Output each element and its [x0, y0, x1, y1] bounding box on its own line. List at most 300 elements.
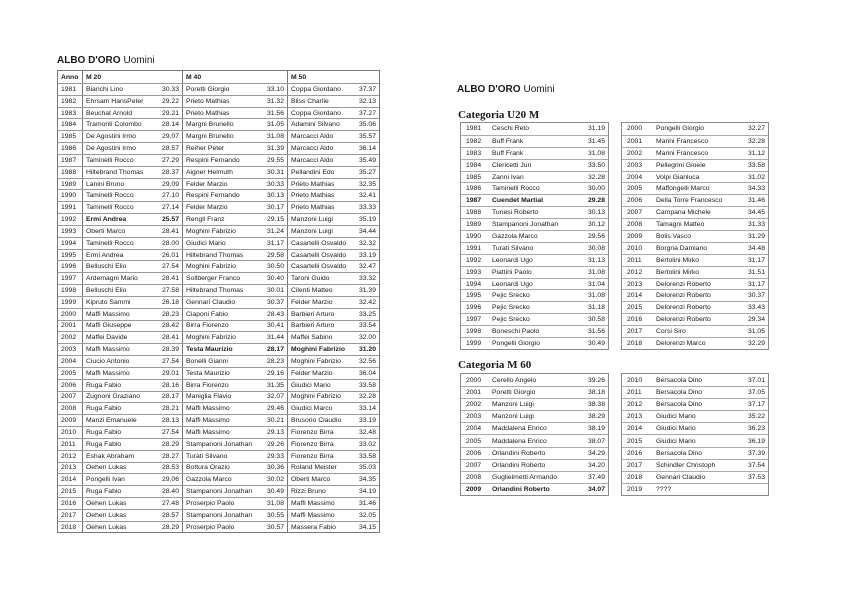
- table-row: [461, 194, 608, 206]
- name-cell: Piattini Paolo: [492, 268, 532, 276]
- name-cell: Leonardi Ugo: [492, 256, 533, 264]
- year-cell: 2016: [58, 498, 83, 509]
- year-cell: 2005: [58, 368, 83, 379]
- table-header-row: [58, 71, 379, 83]
- table-row: [58, 426, 379, 438]
- u20-table-left: [460, 122, 609, 350]
- time-cell: 34.45: [747, 209, 765, 217]
- table-row: [58, 118, 379, 130]
- name-cell: Guglielmetti Armando: [492, 473, 557, 481]
- year-cell: 2000: [466, 376, 482, 384]
- name-cell: Boneschi Paolo: [492, 328, 540, 336]
- m20-time-cell: 29.22: [151, 96, 183, 107]
- m20-name-cell: Oehen Lukas: [86, 511, 127, 519]
- time-cell: 37.49: [587, 473, 605, 481]
- name-cell: Buff Frank: [492, 149, 524, 157]
- time-cell: 36.23: [747, 425, 765, 433]
- m40-time-cell: 30.17: [258, 202, 288, 213]
- name-cell: Delorenzi Roberto: [656, 304, 711, 312]
- year-cell: 2000: [58, 309, 83, 320]
- table-row: [58, 225, 379, 237]
- m40-name-cell: Bonelli Gianni: [186, 357, 228, 365]
- m50-name-cell: Marcacci Aldo: [291, 156, 334, 164]
- m20-name-cell: Taminelli Rocco: [86, 204, 134, 212]
- time-cell: 38.07: [587, 437, 605, 445]
- m50-time-cell: 33.19: [358, 251, 376, 259]
- m20-name-cell: Maffi Massimo: [86, 310, 130, 318]
- m50-name-cell: Casartelli Osvaldo: [291, 239, 347, 247]
- table-row: [461, 289, 608, 301]
- name-cell: Gazzola Marco: [492, 232, 538, 240]
- year-cell: 1995: [58, 250, 83, 261]
- m20-name-cell: Ruga Fabio: [86, 488, 122, 496]
- table-row: [622, 182, 768, 194]
- time-cell: 33.58: [747, 161, 765, 169]
- time-cell: 31.08: [587, 292, 605, 300]
- year-cell: 1982: [466, 137, 482, 145]
- m20-time-cell: 28.39: [151, 344, 183, 355]
- m20-time-cell: 29.01: [151, 368, 183, 379]
- name-cell: Gennari Claudio: [656, 473, 706, 481]
- left-results-table: [57, 70, 380, 533]
- year-cell: 2002: [466, 401, 482, 409]
- m50-name-cell: Cilenti Matteo: [291, 286, 333, 294]
- year-cell: 2013: [627, 413, 643, 421]
- time-cell: 31.05: [747, 328, 765, 336]
- year-cell: 2019: [627, 485, 643, 493]
- time-cell: 34.20: [587, 461, 605, 469]
- m50-time-cell: 33.14: [358, 405, 376, 413]
- name-cell: Marini Francesco: [656, 149, 709, 157]
- year-cell: 1988: [58, 167, 83, 178]
- table-row: [622, 171, 768, 183]
- m20-name-cell: Beuchat Arnold: [86, 109, 133, 117]
- m20-time-cell: 28.23: [151, 309, 183, 320]
- year-cell: 2010: [58, 427, 83, 438]
- m40-name-cell: Maffi Massimo: [186, 428, 230, 436]
- time-cell: 32.29: [747, 339, 765, 347]
- m40-time-cell: 29.46: [258, 403, 288, 414]
- name-cell: Giudici Mario: [656, 437, 696, 445]
- time-cell: 37.39: [747, 449, 765, 457]
- time-cell: 31.29: [747, 232, 765, 240]
- m40-name-cell: Proserpio Paolo: [186, 523, 235, 531]
- time-cell: 31.46: [747, 197, 765, 205]
- m40-name-cell: Moghini Fabrizio: [186, 334, 236, 342]
- table-row: [622, 471, 768, 483]
- header-year: Anno: [58, 71, 83, 83]
- table-row: [622, 278, 768, 290]
- m40-name-cell: Reiher Peter: [186, 145, 225, 153]
- year-cell: 2015: [627, 437, 643, 445]
- m40-time-cell: 30.36: [258, 463, 288, 474]
- m50-name-cell: Prieto Mathias: [291, 192, 335, 200]
- year-cell: 2000: [627, 125, 643, 133]
- table-row: [622, 254, 768, 266]
- table-row: [58, 154, 379, 166]
- year-cell: 2016: [627, 316, 643, 324]
- table-row: [461, 447, 608, 459]
- year-cell: 1994: [58, 238, 83, 249]
- m40-name-cell: Testa Maurizio: [186, 369, 230, 377]
- m40-time-cell: 30.49: [258, 486, 288, 497]
- m40-time-cell: 32.07: [258, 392, 288, 403]
- m40-name-cell: Gazzola Marco: [186, 476, 232, 484]
- m40-name-cell: Poretti Giorgio: [186, 85, 230, 93]
- year-cell: 2001: [466, 389, 482, 397]
- m40-name-cell: Respini Fernando: [186, 156, 240, 164]
- table-row: [58, 284, 379, 296]
- m20-time-cell: 27.54: [151, 427, 183, 438]
- table-row: [461, 325, 608, 337]
- name-cell: Corsi Siro: [656, 328, 686, 336]
- year-cell: 2011: [58, 439, 83, 450]
- m40-name-cell: Stampanoni Jonathan: [186, 511, 253, 519]
- name-cell: Maddalena Enrico: [492, 437, 547, 445]
- time-cell: 34.48: [747, 244, 765, 252]
- table-row: [461, 434, 608, 446]
- table-row: [461, 483, 608, 495]
- year-cell: 1995: [466, 292, 482, 300]
- table-row: [461, 206, 608, 218]
- name-cell: Delorenzi Roberto: [656, 316, 711, 324]
- time-cell: 37.05: [747, 389, 765, 397]
- table-row: [622, 410, 768, 422]
- table-row: [461, 242, 608, 254]
- time-cell: 31.19: [587, 125, 605, 133]
- m20-time-cell: 26.18: [151, 297, 183, 308]
- m20-time-cell: 29.09: [151, 179, 183, 190]
- title-sub: Uomini: [123, 55, 155, 66]
- m20-name-cell: Hiltebrand Thomas: [86, 168, 144, 176]
- table-row: [58, 130, 379, 142]
- m20-time-cell: 27.58: [151, 285, 183, 296]
- year-cell: 1989: [466, 221, 482, 229]
- m20-time-cell: 28.40: [151, 486, 183, 497]
- m50-name-cell: Barbieri Arturo: [291, 322, 335, 330]
- year-cell: 1982: [58, 96, 83, 107]
- year-cell: 1994: [466, 280, 482, 288]
- m50-name-cell: Fiorenzo Birra: [291, 440, 334, 448]
- time-cell: 32.28: [587, 173, 605, 181]
- table-row: [461, 422, 608, 434]
- m20-name-cell: Pongelli Ivan: [86, 476, 125, 484]
- time-cell: 38.19: [587, 425, 605, 433]
- time-cell: 37.54: [747, 461, 765, 469]
- m50-time-cell: 34.44: [358, 227, 376, 235]
- year-cell: 1988: [466, 209, 482, 217]
- m50-time-cell: 34.35: [358, 476, 376, 484]
- m50-name-cell: Marcacci Aldo: [291, 145, 334, 153]
- m20-time-cell: 27.29: [151, 155, 183, 166]
- year-cell: 2006: [466, 449, 482, 457]
- year-cell: 1989: [58, 179, 83, 190]
- time-cell: 31.18: [587, 304, 605, 312]
- m40-time-cell: 31.44: [258, 332, 288, 343]
- year-cell: 2009: [58, 415, 83, 426]
- year-cell: 1991: [466, 244, 482, 252]
- m50-name-cell: Felder Marzio: [291, 298, 333, 306]
- table-row: [622, 135, 768, 147]
- m20-time-cell: 29.21: [151, 108, 183, 119]
- table-row: [58, 201, 379, 213]
- year-cell: 2012: [627, 401, 643, 409]
- m50-time-cell: 33.33: [358, 204, 376, 212]
- m50-time-cell: 34.19: [358, 488, 376, 496]
- m20-time-cell: 29.07: [151, 131, 183, 142]
- name-cell: Pongelli Giorgio: [492, 339, 540, 347]
- table-row: [622, 206, 768, 218]
- m40-time-cell: 30.31: [258, 167, 288, 178]
- name-cell: Tamagni Matteo: [656, 221, 705, 229]
- title-sub: Uomini: [523, 84, 555, 95]
- table-row: [58, 213, 379, 225]
- m20-name-cell: Manzi Emanuele: [86, 417, 137, 425]
- m20-time-cell: 28.57: [151, 510, 183, 521]
- name-cell: Giudici Mario: [656, 425, 696, 433]
- title-main: ALBO D'ORO: [457, 84, 521, 95]
- year-cell: 2005: [627, 185, 643, 193]
- time-cell: 34.29: [587, 449, 605, 457]
- time-cell: 38.18: [587, 389, 605, 397]
- name-cell: Clericetti Juri: [492, 161, 532, 169]
- m20-name-cell: Taminelli Rocco: [86, 192, 134, 200]
- m20-time-cell: 27.48: [151, 498, 183, 509]
- time-cell: 38.29: [587, 413, 605, 421]
- m50-time-cell: 35.27: [358, 168, 376, 176]
- m50-time-cell: 32.47: [358, 263, 376, 271]
- m40-time-cell: 31.05: [258, 119, 288, 130]
- m40-time-cell: 29.58: [258, 250, 288, 261]
- m20-time-cell: 28.29: [151, 522, 183, 533]
- name-cell: Cuendet Martial: [492, 197, 543, 205]
- time-cell: 30.08: [587, 244, 605, 252]
- year-cell: 1992: [58, 214, 83, 225]
- name-cell: Buff Frank: [492, 137, 524, 145]
- m40-time-cell: 30.01: [258, 285, 288, 296]
- year-cell: 2011: [627, 256, 642, 264]
- year-cell: 2012: [627, 268, 643, 276]
- m50-name-cell: Maffi Massimo: [291, 511, 335, 519]
- m20-name-cell: Tramonti Colombo: [86, 121, 142, 129]
- year-cell: 1998: [466, 328, 482, 336]
- table-row: [461, 147, 608, 159]
- table-row: [622, 218, 768, 230]
- m40-time-cell: 30.50: [258, 261, 288, 272]
- year-cell: 2014: [58, 474, 83, 485]
- m40-name-cell: Moghini Fabrizio: [186, 227, 236, 235]
- header-m40: M 40: [183, 71, 288, 83]
- year-cell: 2006: [58, 380, 83, 391]
- table-row: [58, 438, 379, 450]
- name-cell: Manzoni Luigi: [492, 401, 534, 409]
- m40-time-cell: 28.43: [258, 309, 288, 320]
- time-cell: 35.22: [747, 413, 765, 421]
- m20-time-cell: 28.41: [151, 273, 183, 284]
- name-cell: Bersacola Dino: [656, 376, 703, 384]
- m40-name-cell: Giudici Mario: [186, 239, 226, 247]
- m40-time-cell: 31.56: [258, 108, 288, 119]
- name-cell: Campana Michele: [656, 209, 711, 217]
- m40-name-cell: Margni Brunello: [186, 133, 234, 141]
- m20-time-cell: 27.14: [151, 202, 183, 213]
- m40-name-cell: Maffi Massimo: [186, 417, 230, 425]
- m50-name-cell: Coppa Giordano: [291, 109, 341, 117]
- table-row: [622, 230, 768, 242]
- time-cell: 31.17: [747, 280, 765, 288]
- year-cell: 1983: [466, 149, 482, 157]
- m50-name-cell: Manzoni Luigi: [291, 216, 333, 224]
- time-cell: 31.04: [587, 280, 605, 288]
- table-row: [461, 313, 608, 325]
- m40-name-cell: Respini Fernando: [186, 192, 240, 200]
- year-cell: 2009: [627, 232, 643, 240]
- name-cell: Bersacola Dino: [656, 449, 703, 457]
- year-cell: 2003: [58, 344, 83, 355]
- m50-time-cell: 37.27: [358, 109, 376, 117]
- year-cell: 2003: [466, 413, 482, 421]
- time-cell: 31.13: [587, 256, 605, 264]
- table-row: [58, 343, 379, 355]
- header-m20: M 20: [83, 71, 183, 83]
- table-row: [461, 182, 608, 194]
- m40-name-cell: Hiltebrand Thomas: [186, 286, 244, 294]
- year-cell: 1990: [466, 232, 482, 240]
- m50-name-cell: Barbieri Arturo: [291, 310, 335, 318]
- m20-name-cell: Lanini Bruno: [86, 180, 125, 188]
- m50-name-cell: Rizzi Bruno: [291, 488, 326, 496]
- m50-time-cell: 36.04: [358, 369, 376, 377]
- m50-name-cell: Bliss Charlie: [291, 97, 329, 105]
- time-cell: 37.53: [747, 473, 765, 481]
- table-row: [622, 434, 768, 446]
- table-row: [622, 374, 768, 386]
- m20-name-cell: Ruga Fabio: [86, 381, 122, 389]
- m20-time-cell: 28.37: [151, 167, 183, 178]
- m20-name-cell: Ardemagni Mario: [86, 275, 138, 283]
- m50-name-cell: Oberti Marco: [291, 476, 331, 484]
- m20-name-cell: Ruga Fabio: [86, 440, 122, 448]
- m50-time-cell: 32.41: [358, 192, 376, 200]
- m40-time-cell: 29.13: [258, 427, 288, 438]
- year-cell: 1981: [466, 125, 482, 133]
- m50-name-cell: Adamini Silvano: [291, 121, 340, 129]
- m20-name-cell: Oehen Lukas: [86, 464, 127, 472]
- m50-time-cell: 36.14: [358, 145, 376, 153]
- year-cell: 2018: [627, 339, 643, 347]
- name-cell: Poretti Giorgio: [492, 389, 536, 397]
- time-cell: 29.56: [587, 232, 605, 240]
- m40-time-cell: 29.26: [258, 439, 288, 450]
- year-cell: 1993: [466, 268, 482, 276]
- name-cell: Orlandini Roberto: [492, 461, 546, 469]
- name-cell: Pejic Srecko: [492, 316, 530, 324]
- time-cell: 30.37: [747, 292, 765, 300]
- m20-time-cell: 27.54: [151, 356, 183, 367]
- year-cell: 1985: [58, 131, 83, 142]
- m20-name-cell: Ermi Andrea: [86, 216, 127, 224]
- table-row: [461, 135, 608, 147]
- m50-name-cell: Moghini Fabrizio: [291, 393, 341, 401]
- m50-time-cell: 32.05: [358, 511, 376, 519]
- year-cell: 2006: [627, 197, 643, 205]
- time-cell: 29.34: [747, 316, 765, 324]
- m20-name-cell: Taminelli Rocco: [86, 156, 134, 164]
- m50-name-cell: Manzoni Luigi: [291, 227, 333, 235]
- m20-time-cell: 28.27: [151, 451, 183, 462]
- m50-name-cell: Coppa Giordano: [291, 85, 341, 93]
- table-row: [461, 171, 608, 183]
- m20-name-cell: Maffei Davide: [86, 334, 128, 342]
- table-row: [58, 178, 379, 190]
- name-cell: Schindler Christoph: [656, 461, 716, 469]
- year-cell: 1996: [466, 304, 482, 312]
- year-cell: 2010: [627, 244, 643, 252]
- m40-time-cell: 30.13: [258, 190, 288, 201]
- table-row: [622, 447, 768, 459]
- m20-time-cell: 27.54: [151, 261, 183, 272]
- year-cell: 2004: [627, 173, 643, 181]
- time-cell: 30.49: [587, 339, 605, 347]
- m50-time-cell: 33.02: [358, 440, 376, 448]
- year-cell: 1987: [58, 155, 83, 166]
- year-cell: 2012: [58, 451, 83, 462]
- m60-table-left: [460, 373, 609, 496]
- m40-name-cell: Rengli Franz: [186, 216, 225, 224]
- name-cell: Bersacola Dino: [656, 389, 703, 397]
- year-cell: 2011: [627, 389, 642, 397]
- m50-name-cell: Pellandini Edo: [291, 168, 335, 176]
- m40-time-cell: 30.40: [258, 273, 288, 284]
- m50-time-cell: 31.20: [358, 346, 376, 354]
- year-cell: 2014: [627, 425, 643, 433]
- m40-time-cell: 29.55: [258, 155, 288, 166]
- m50-name-cell: Maffi Massimo: [291, 499, 335, 507]
- time-cell: 30.12: [587, 221, 605, 229]
- name-cell: Maddalena Enrico: [492, 425, 547, 433]
- m20-name-cell: Maffi Massimo: [86, 346, 130, 354]
- table-row: [461, 471, 608, 483]
- m50-name-cell: Casartelli Osvaldo: [291, 263, 347, 271]
- m50-name-cell: Prieto Mathias: [291, 204, 335, 212]
- m50-time-cell: 31.39: [358, 286, 376, 294]
- m20-time-cell: 28.42: [151, 321, 183, 332]
- left-table-body: [58, 83, 379, 532]
- category-heading-u20: Categoria U20 M: [458, 109, 540, 121]
- table-row: [622, 147, 768, 159]
- table-row: [58, 485, 379, 497]
- table-row: [622, 483, 768, 495]
- m40-name-cell: Stampanoni Jonathan: [186, 488, 253, 496]
- time-cell: 37.17: [747, 401, 765, 409]
- m20-time-cell: 28.53: [151, 463, 183, 474]
- time-cell: 31.08: [587, 268, 605, 276]
- m50-name-cell: Maffei Sabino: [291, 334, 333, 342]
- right-page-title: [457, 84, 555, 95]
- m60-table-right: [621, 373, 769, 496]
- m20-name-cell: Taminelli Rocco: [86, 239, 134, 247]
- m50-time-cell: 33.58: [358, 381, 376, 389]
- m50-time-cell: 34.15: [358, 523, 376, 531]
- m50-name-cell: Moghini Fabrizio: [291, 346, 345, 354]
- m50-time-cell: 32.32: [358, 239, 376, 247]
- table-row: [622, 159, 768, 171]
- table-row: [622, 123, 768, 135]
- time-cell: 31.08: [587, 149, 605, 157]
- m40-time-cell: 31.24: [258, 226, 288, 237]
- year-cell: 1999: [58, 297, 83, 308]
- m50-name-cell: Fiorenzo Birra: [291, 452, 334, 460]
